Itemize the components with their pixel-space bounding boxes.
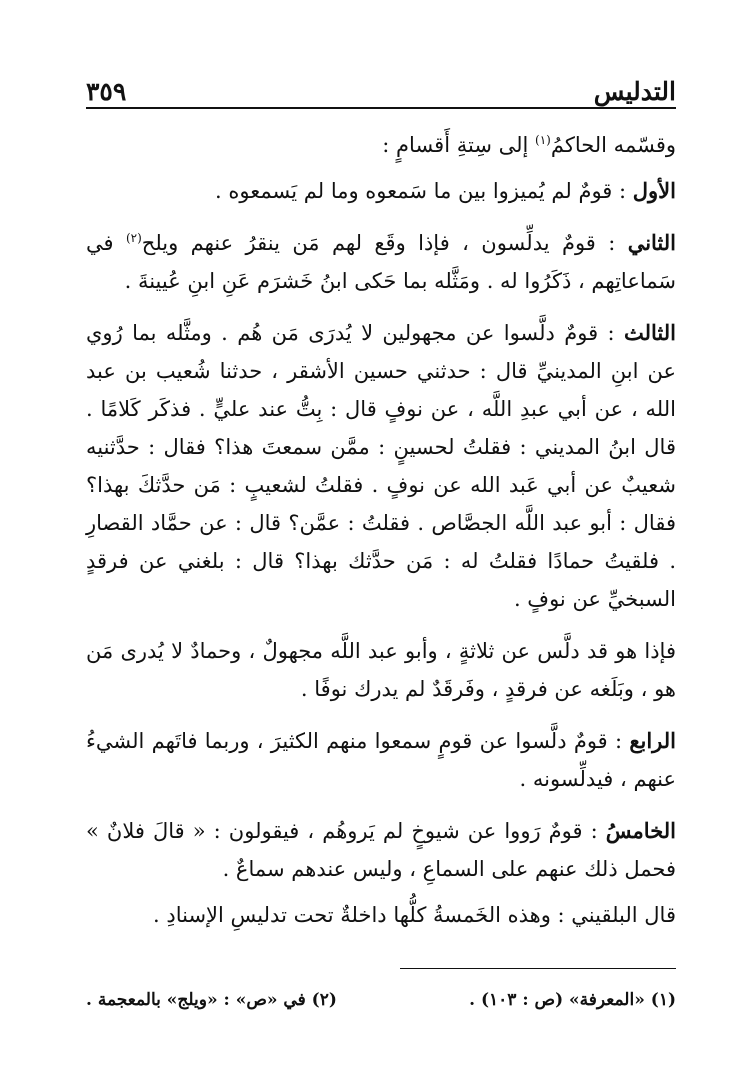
paragraph-second <box>86 224 676 300</box>
header-rule <box>86 107 676 109</box>
running-title: التدليس <box>593 77 676 106</box>
paragraph-text: وقسّمه الحاكمُ <box>550 133 676 157</box>
paragraph-first <box>86 172 676 210</box>
footnote-rule <box>400 968 676 969</box>
category-keyword: الرابع <box>629 728 676 753</box>
paragraph-text: : قومٌ رَووا عن شيوخٍ لم يَروهُم ، فيقولون : « قالَ فلانٌ » فحمل ذلك عنهم على السماعِ ، وليس عندهم سماعٌ . <box>86 819 676 881</box>
footnote-2: (٢) في «ص» : «ويلج» بالمعجمة . <box>86 990 337 1010</box>
paragraph-text: : قومٌ دلَّسوا عن مجهولين لا يُدرَى مَن هُم . ومثَّله بما رُوي عن ابنِ المدينيِّ قال : حدثني حسين الأشقر ، حدثنا شُعيب بن عبد الله ، عن أبي عبدِ اللَّه ، عن نوفٍ قال : بِتُّ عند عليٍّ . فذكَر كَلامًا . قال ابنُ المديني : فقلتُ لحسينٍ : ممَّن سمعتَ هذا؟ فقال : حدَّثنيه شعيبٌ عن أبي عَبد الله عن نوفٍ . فقلتُ لشعيبٍ : مَن حدَّثكَ بهذا؟ فقال : أبو عبد اللَّه الجصَّاص . فقلتُ : عمَّن؟ قال : عن حمَّاد القصارِ . فلقيتُ حمادًا فقلتُ له : مَن حدَّثك بهذا؟ قال : بلغني عن فرقدٍ السبخيِّ عن نوفٍ . <box>86 321 676 611</box>
paragraph-text: قال البلقيني : وهذه الخَمسةُ كلُّها داخلةٌ تحت تدليسِ الإسنادِ . <box>153 903 676 927</box>
paragraph-text: إلى سِتةِ أَقسامٍ : <box>382 133 536 157</box>
page-header <box>86 70 676 106</box>
paragraph-text: فإذا هو قد دلَّس عن ثلاثةٍ ، وأبو عبد اللَّه مجهولٌ ، وحمادٌ لا يُدرى مَن هو ، وبَلَغه عن فرقدٍ ، وفَرقَدٌ لم يدرك نوفًا . <box>86 639 676 701</box>
paragraph-intro <box>86 126 676 164</box>
paragraph-text: : قومٌ دلَّسوا عن قومٍ سمعوا منهم الكثيرَ ، وربما فاتَهم الشيءُ عنهم ، فيدلِّسونه . <box>86 729 676 791</box>
page-number: ٣٥٩ <box>86 77 127 106</box>
footnotes <box>86 990 676 1010</box>
paragraph-third <box>86 314 676 618</box>
paragraph-text: في سَماعاتِهم ، ذَكَرُوا له . ومَثَّله بما حَكى ابنُ خَشرَم عَنِ ابنِ عُيينةَ . <box>86 231 676 293</box>
footnote-ref[interactable]: (١) <box>535 133 551 147</box>
footnote-1: (١) «المعرفة» (ص : ١٠٣) . <box>469 990 676 1010</box>
footnote-ref[interactable]: (٢) <box>125 231 142 245</box>
paragraph-text: : قومٌ لم يُميزوا بين ما سَمعوه وما لم يَسمعوه . <box>215 179 633 203</box>
category-keyword: الثاني <box>627 230 677 255</box>
paragraph-fourth <box>86 722 676 798</box>
category-keyword: الخامسُ <box>605 818 676 843</box>
paragraph-fifth <box>86 812 676 888</box>
category-keyword: الأول <box>632 178 676 203</box>
main-text <box>86 126 676 946</box>
paragraph-conclusion <box>86 896 676 934</box>
paragraph-commentary <box>86 632 676 708</box>
paragraph-text: : قومٌ يدلِّسون ، فإذا وقَع لهم مَن ينقرُ عنهم ويلح <box>141 231 628 255</box>
category-keyword: الثالث <box>624 320 676 345</box>
